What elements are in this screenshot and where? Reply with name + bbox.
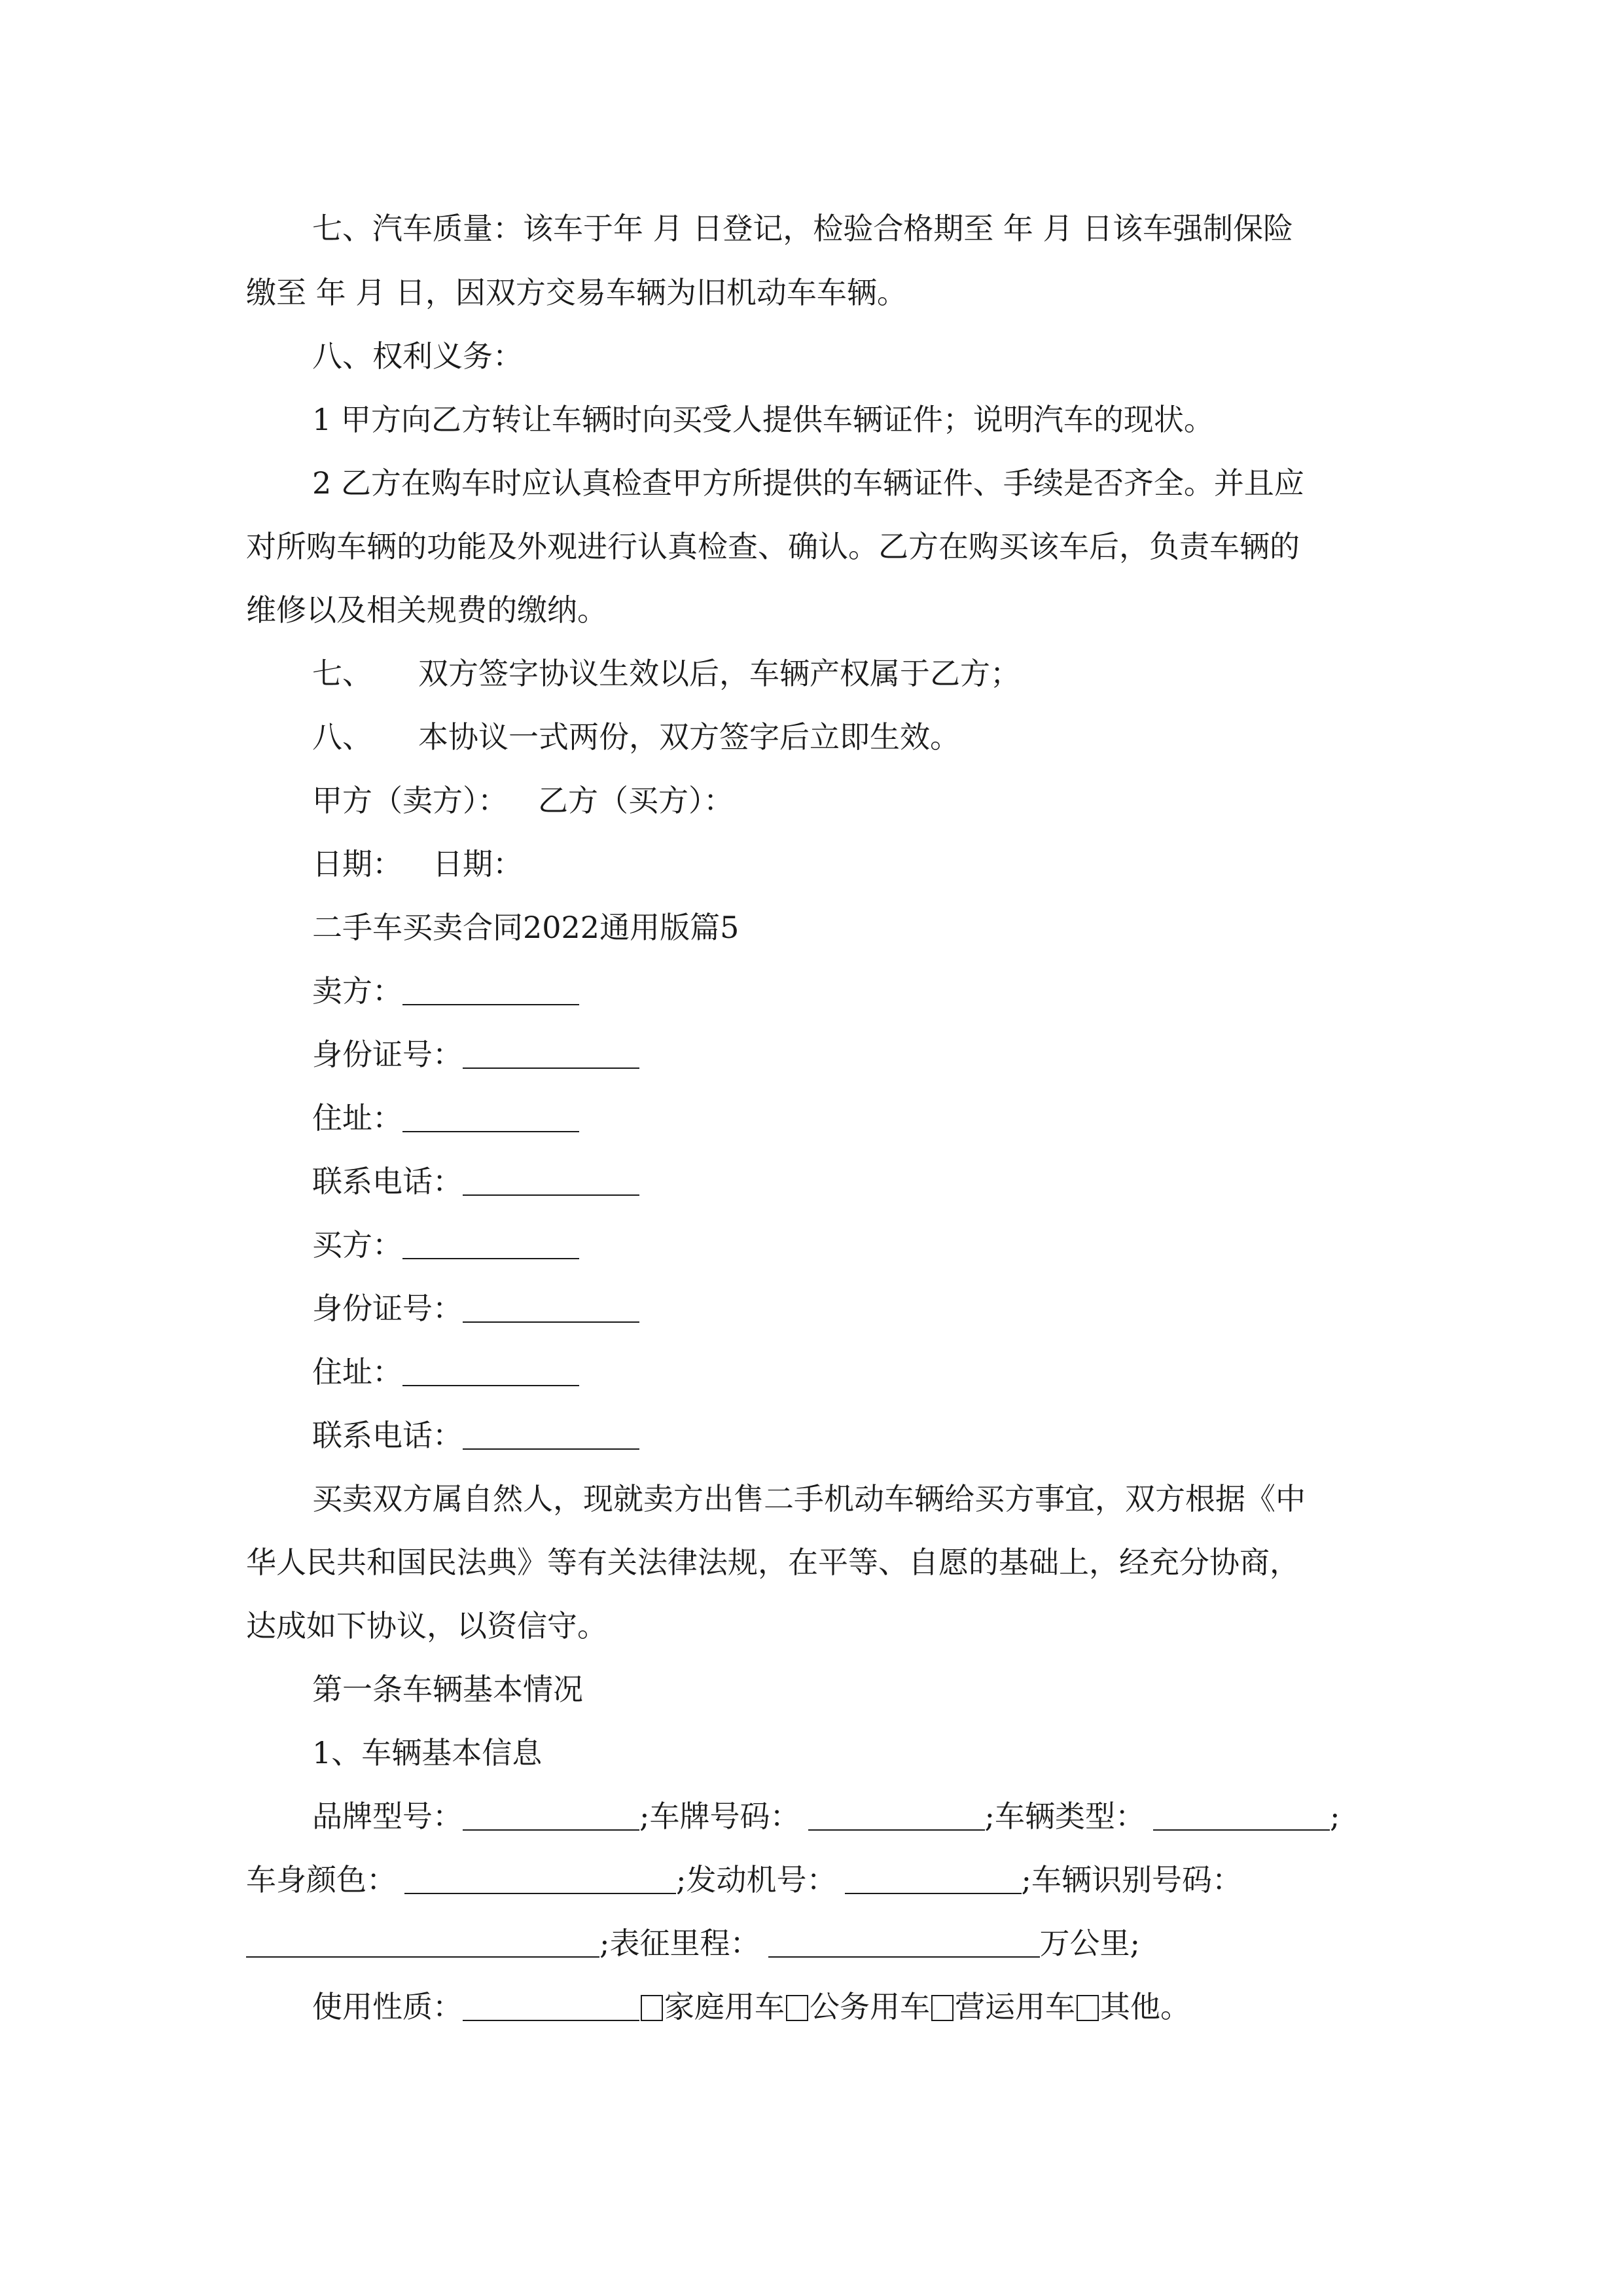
- usage-checkbox-other[interactable]: [1077, 1995, 1099, 2021]
- mileage-unit: 万公里;: [1039, 1926, 1140, 1961]
- plate-label: ;车牌号码：: [639, 1799, 800, 1834]
- right-2-line-3: 维修以及相关规费的缴纳。: [246, 592, 607, 628]
- seller-id-row: [312, 1035, 1385, 1074]
- buyer-name-label: 买方：: [312, 1227, 402, 1263]
- mileage-blank[interactable]: [768, 1926, 1040, 1958]
- seller-address-blank[interactable]: [402, 1101, 579, 1132]
- seller-name-row: [312, 971, 1385, 1011]
- plate-blank[interactable]: [808, 1799, 985, 1831]
- article-1-title: 第一条车辆基本情况: [312, 1672, 583, 1707]
- usage-checkbox-family[interactable]: [641, 1995, 663, 2021]
- seller-id-blank[interactable]: [463, 1037, 639, 1069]
- clause-8-number: 八、: [312, 719, 372, 755]
- usage-blank[interactable]: [463, 1990, 639, 2021]
- contract-heading: 二手车买卖合同2022通用版篇5: [312, 910, 740, 945]
- buyer-phone-blank[interactable]: [463, 1418, 639, 1450]
- engine-no-label: ;发动机号：: [676, 1862, 837, 1897]
- preamble-line-1: 买卖双方属自然人，现就卖方出售二手机动车辆给买方事宜，双方根据《中: [312, 1481, 1306, 1516]
- buyer-name-blank[interactable]: [402, 1228, 579, 1259]
- buyer-id-blank[interactable]: [463, 1291, 639, 1323]
- buyer-name-row: [312, 1225, 1385, 1265]
- clause-7: [312, 654, 1385, 693]
- brand-model-blank[interactable]: [463, 1799, 639, 1831]
- clause-8: [312, 717, 1385, 757]
- clause-8-text: 本协议一式两份，双方签字后立即生效。: [418, 719, 960, 755]
- rights-title: 八、权利义务：: [312, 338, 523, 374]
- clause-7-text: 双方签字协议生效以后，车辆产权属于乙方；: [418, 656, 1020, 691]
- buyer-id-label: 身份证号：: [312, 1291, 463, 1326]
- buyer-id-row: [312, 1289, 1385, 1328]
- row-end-semicolon: ;: [1330, 1799, 1340, 1834]
- usage-label: 使用性质：: [312, 1989, 463, 2024]
- engine-no-blank[interactable]: [845, 1863, 1022, 1894]
- item-1-title: 1、车辆基本信息: [312, 1735, 543, 1770]
- seller-address-label: 住址：: [312, 1100, 402, 1136]
- usage-option-other: 其他。: [1100, 1989, 1190, 2024]
- seller-phone-label: 联系电话：: [312, 1164, 463, 1199]
- seller-id-label: 身份证号：: [312, 1037, 463, 1072]
- buyer-address-row: [312, 1352, 1385, 1391]
- seller-name-label: 卖方：: [312, 973, 402, 1009]
- right-2-line-2: 对所购车辆的功能及外观进行认真检查、确认。乙方在购买该车后，负责车辆的: [246, 529, 1300, 564]
- usage-option-commercial: 营运用车: [955, 1989, 1075, 2024]
- buyer-address-label: 住址：: [312, 1354, 402, 1390]
- seller-phone-blank[interactable]: [463, 1164, 639, 1196]
- vin-blank[interactable]: [246, 1926, 599, 1958]
- body-color-label: 车身颜色：: [246, 1862, 397, 1897]
- buyer-phone-row: [312, 1416, 1385, 1455]
- quality-line-1: 七、汽车质量：该车于年 月 日登记，检验合格期至 年 月 日该车强制保险: [312, 211, 1294, 246]
- usage-option-family: 家庭用车: [664, 1989, 785, 2024]
- usage-option-official: 公务用车: [810, 1989, 930, 2024]
- vehicle-info-row-3: [246, 1924, 1385, 1963]
- usage-row: [312, 1987, 1385, 2026]
- quality-line-2: 缴至 年 月 日，因双方交易车辆为旧机动车车辆。: [246, 275, 907, 310]
- right-1: 1 甲方向乙方转让车辆时向买受人提供车辆证件；说明汽车的现状。: [312, 402, 1214, 437]
- date-line: [312, 844, 1385, 884]
- party-a-label: 甲方（卖方）：: [312, 783, 508, 818]
- date-a-label: 日期：: [312, 846, 402, 882]
- vin-label: ;车辆识别号码：: [1021, 1862, 1242, 1897]
- usage-checkbox-official[interactable]: [786, 1995, 808, 2021]
- mileage-label: ;表征里程：: [599, 1926, 760, 1961]
- vehicle-info-row-1: [312, 1797, 1385, 1836]
- vehicle-type-label: ;车辆类型：: [984, 1799, 1145, 1834]
- seller-phone-row: [312, 1162, 1385, 1201]
- seller-address-row: [312, 1098, 1385, 1138]
- seller-name-blank[interactable]: [402, 974, 579, 1005]
- vehicle-info-row-2: [246, 1860, 1385, 1899]
- party-b-label: 乙方（买方）：: [538, 783, 734, 818]
- date-b-label: 日期：: [433, 846, 523, 882]
- preamble-line-2: 华人民共和国民法典》等有关法律法规，在平等、自愿的基础上，经充分协商，: [246, 1545, 1300, 1580]
- clause-7-number: 七、: [312, 656, 372, 691]
- signature-line: [312, 781, 1385, 820]
- vehicle-type-blank[interactable]: [1153, 1799, 1330, 1831]
- usage-checkbox-commercial[interactable]: [931, 1995, 954, 2021]
- body-color-blank[interactable]: [404, 1863, 676, 1894]
- buyer-address-blank[interactable]: [402, 1355, 579, 1386]
- right-2-line-1: 2 乙方在购车时应认真检查甲方所提供的车辆证件、手续是否齐全。并且应: [312, 465, 1304, 501]
- preamble-line-3: 达成如下协议，以资信守。: [246, 1608, 607, 1643]
- buyer-phone-label: 联系电话：: [312, 1418, 463, 1453]
- brand-model-label: 品牌型号：: [312, 1799, 463, 1834]
